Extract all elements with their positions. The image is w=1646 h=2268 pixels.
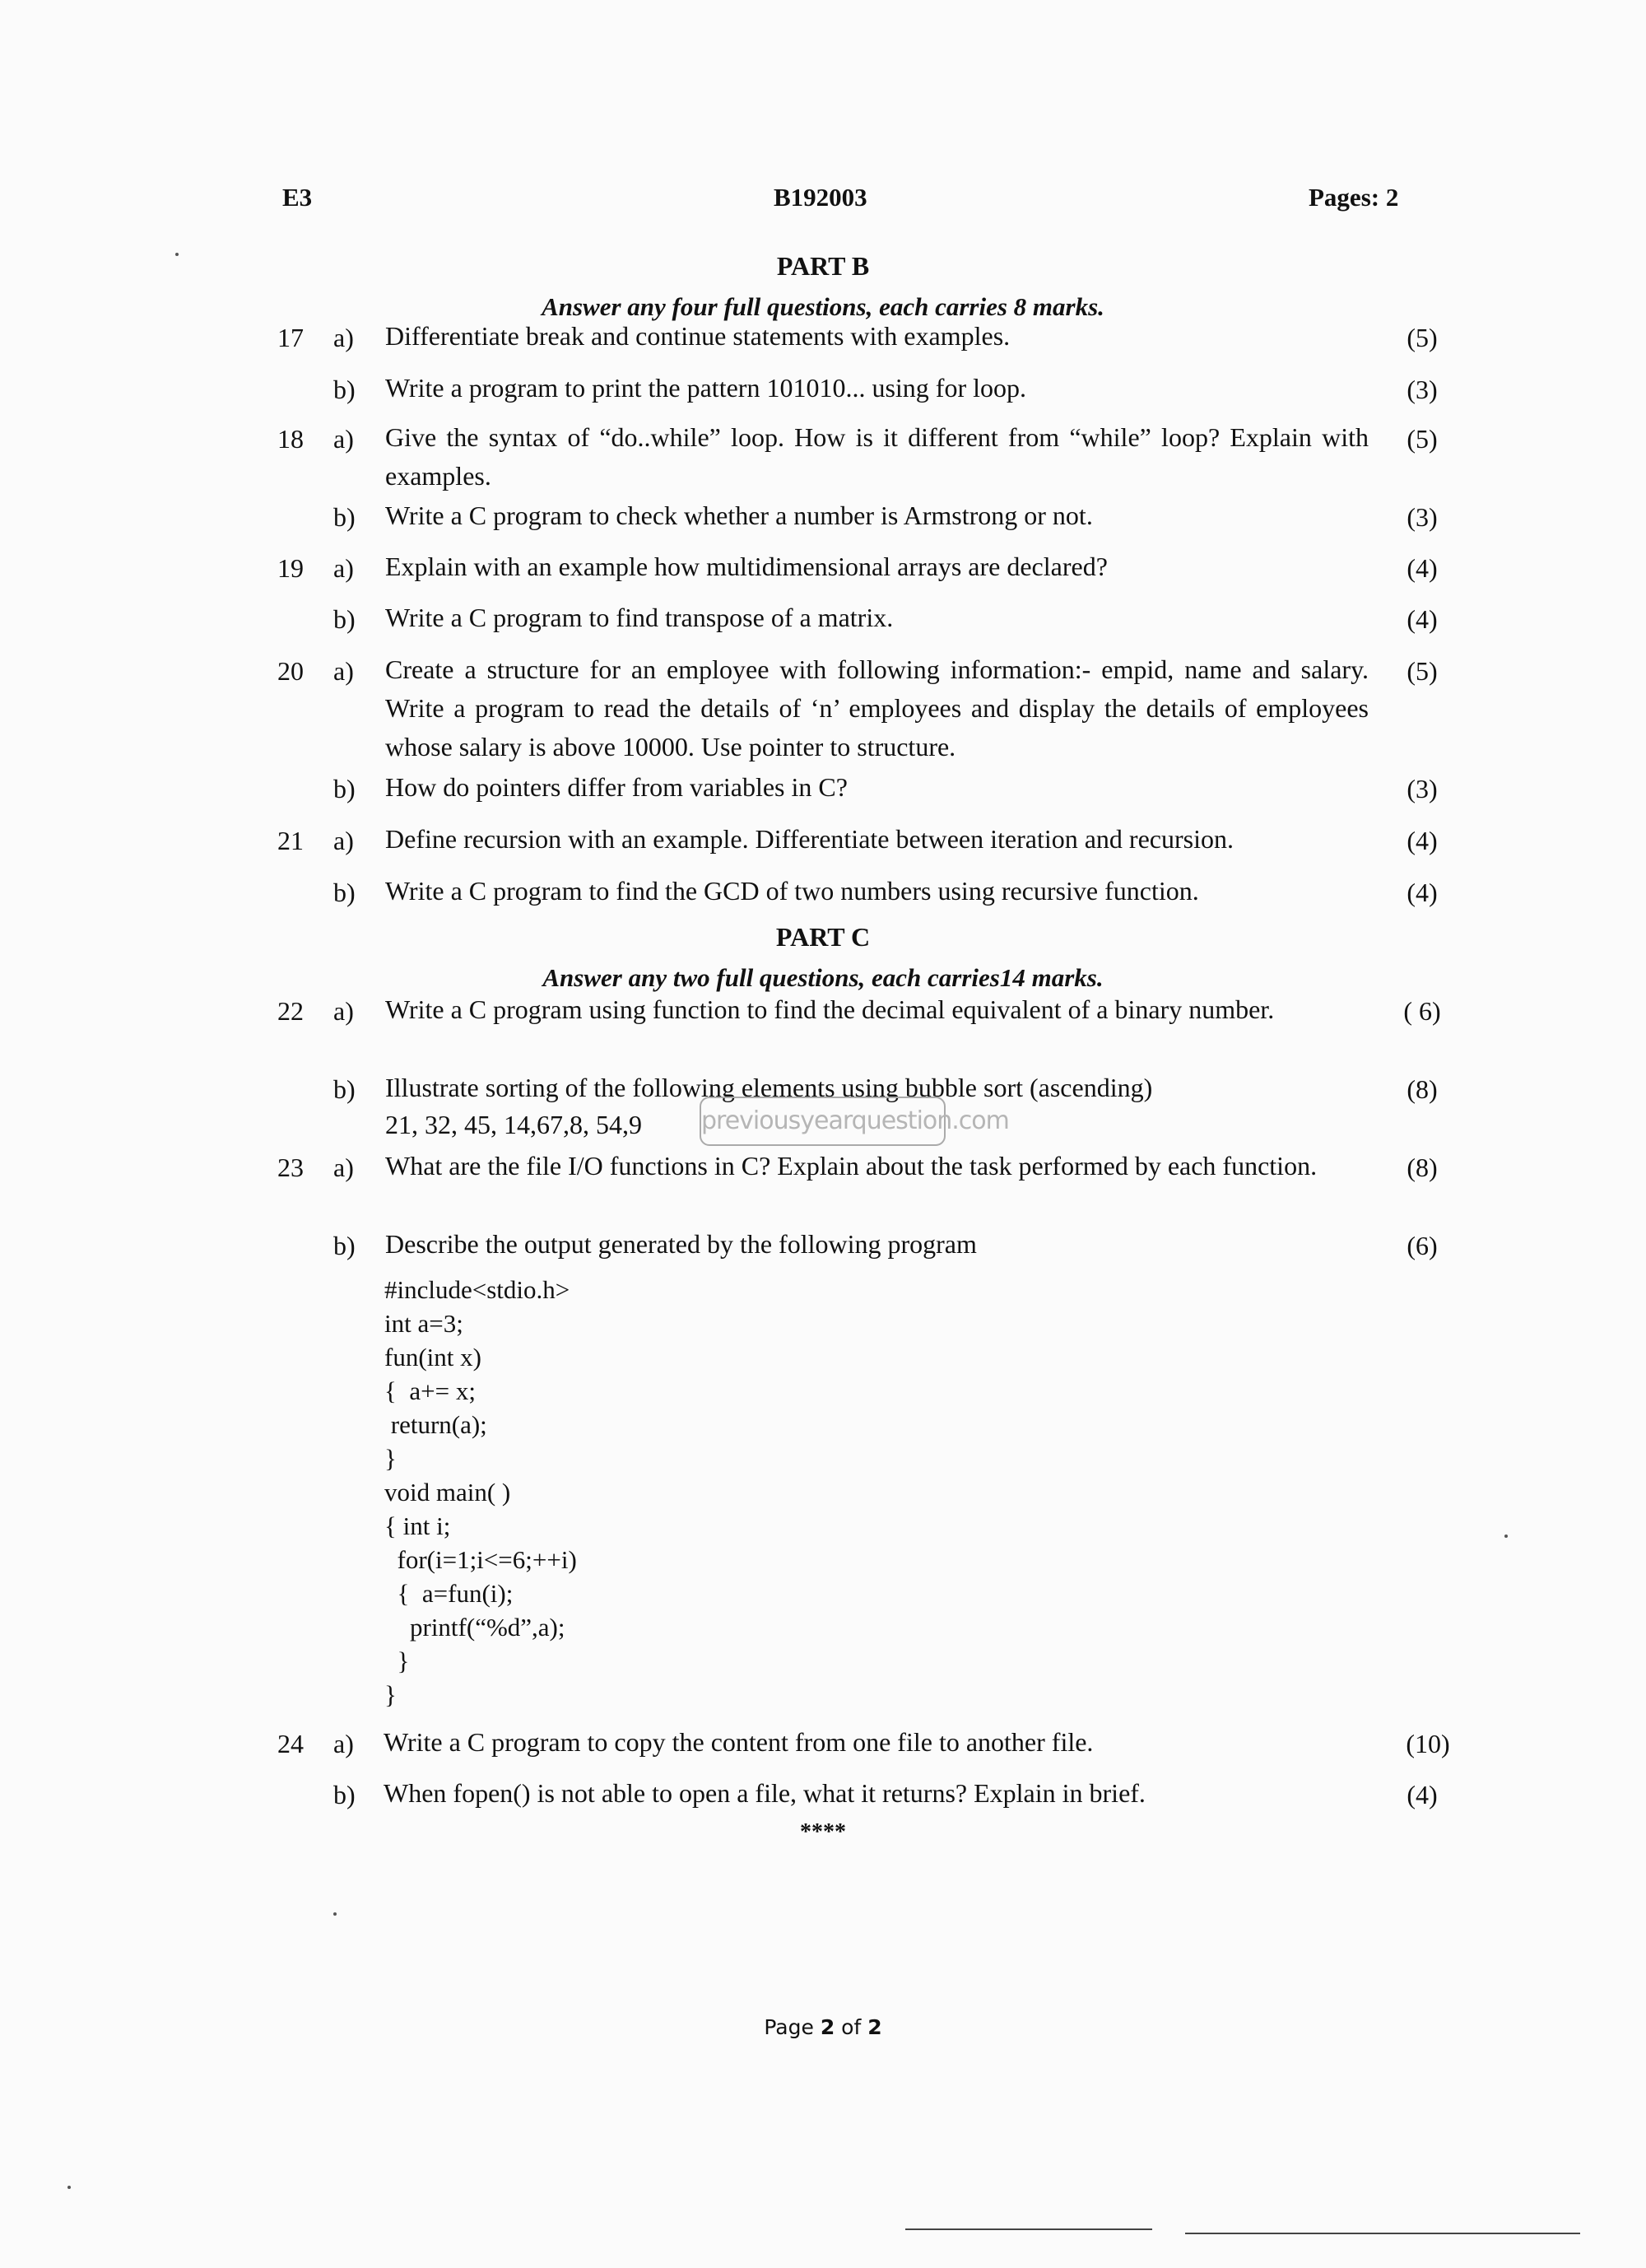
question-marks: (4) [1407,604,1438,634]
code-listing: #include<stdio.h> int a=3; fun(int x) { a+= x; return(a); } void main( ) { int i; for(i=1;i<=6;++i) { a=fun(i); printf(“%d”,a); } } [384,1275,577,1709]
question-marks: (10) [1406,1729,1450,1758]
question-marks: (3) [1407,774,1438,803]
question-text: What are the file I/O functions in C? Explain about the task performed by each function. [385,1151,1318,1181]
scan-rule-right [1185,2233,1580,2234]
question-marks: (4) [1407,826,1438,855]
question-marks: (8) [1407,1074,1438,1104]
question-marks: (5) [1407,424,1438,454]
part-c-title: PART C [775,922,871,952]
question-text: Define recursion with an example. Differentiate between iteration and recursion. [385,824,1234,854]
question-number: 20 [277,656,304,686]
question-number: 23 [277,1153,304,1182]
scan-speck [175,253,179,256]
part-b-title: PART B [776,251,870,281]
page-footer [0,2015,1646,2039]
footer-total-pages: 2 [867,2015,882,2039]
question-marks: (3) [1407,375,1438,404]
question-marks: (4) [1407,1780,1438,1809]
question-part: a) [333,1153,354,1182]
question-marks: ( 6) [1403,996,1441,1026]
question-part: b) [333,375,356,404]
question-part: b) [333,1231,356,1260]
question-text: Write a program to print the pattern 101010... using for loop. [385,373,1026,403]
header-left: E3 [282,183,313,212]
question-part: b) [333,1780,356,1809]
question-text: When fopen() is not able to open a file, what it returns? Explain in brief. [384,1778,1146,1808]
question-number: 24 [277,1729,304,1758]
question-marks: (4) [1407,878,1438,907]
question-part: a) [333,656,354,686]
question-number: 21 [277,826,304,855]
question-part: a) [333,424,354,454]
question-part: a) [333,1729,354,1758]
scan-speck [1504,1535,1508,1538]
scan-rule-left [905,2228,1152,2230]
question-part: a) [333,553,354,583]
footer-prefix: Page [764,2015,821,2039]
question-text: Write a C program to find the GCD of two numbers using recursive function. [385,876,1199,906]
header-right: Pages: 2 [1309,183,1399,212]
question-part: b) [333,878,356,907]
question-text: Write a C program to find transpose of a matrix. [385,603,894,632]
question-part: a) [333,996,354,1026]
question-number: 17 [277,323,304,352]
footer-middle: of [835,2015,868,2039]
question-part: b) [333,774,356,803]
question-marks: (8) [1407,1153,1438,1182]
scan-speck [333,1912,337,1916]
header-center: B192003 [774,183,867,212]
footer-current-page: 2 [820,2015,835,2039]
question-part: b) [333,604,356,634]
question-text: Write a C program to check whether a number is Armstrong or not. [385,501,1093,530]
question-text: Give the syntax of “do..while” loop. How is it different from “while” loop? Explain with examples. [385,422,1369,491]
sort-elements: 21, 32, 45, 14,67,8, 54,9 [385,1110,642,1139]
question-text: Create a structure for an employee with following information:- empid, name and salary. Write a program to read the details of ‘n’ employees and display the details of employees whose salary is above 10000. Use pointer to structure. [385,654,1369,761]
question-text: Differentiate break and continue statements with examples. [385,321,1011,351]
question-marks: (5) [1407,656,1438,686]
part-b-instruction: Answer any four full questions, each carries 8 marks. [542,292,1104,321]
question-text: Write a C program using function to find the decimal equivalent of a binary number. [385,994,1275,1024]
question-marks: (5) [1407,323,1438,352]
question-part: b) [333,502,356,532]
question-text: Explain with an example how multidimensional arrays are declared? [385,552,1108,581]
question-number: 18 [277,424,304,454]
question-marks: (6) [1407,1231,1438,1260]
question-number: 19 [277,553,304,583]
question-text: Describe the output generated by the following program [385,1229,977,1259]
watermark: previousyearquestion.com [700,1097,946,1146]
question-text: Illustrate sorting of the following elements using bubble sort (ascending) [385,1073,1153,1102]
part-c-instruction: Answer any two full questions, each carries14 marks. [542,963,1104,992]
scan-speck [67,2186,71,2189]
question-text: How do pointers differ from variables in C? [385,772,848,802]
question-text: Write a C program to copy the content from one file to another file. [384,1727,1094,1757]
question-part: b) [333,1074,356,1104]
end-marker: **** [800,1819,846,1845]
question-number: 22 [277,996,304,1026]
question-marks: (3) [1407,502,1438,532]
question-part: a) [333,826,354,855]
question-part: a) [333,323,354,352]
question-marks: (4) [1407,553,1438,583]
